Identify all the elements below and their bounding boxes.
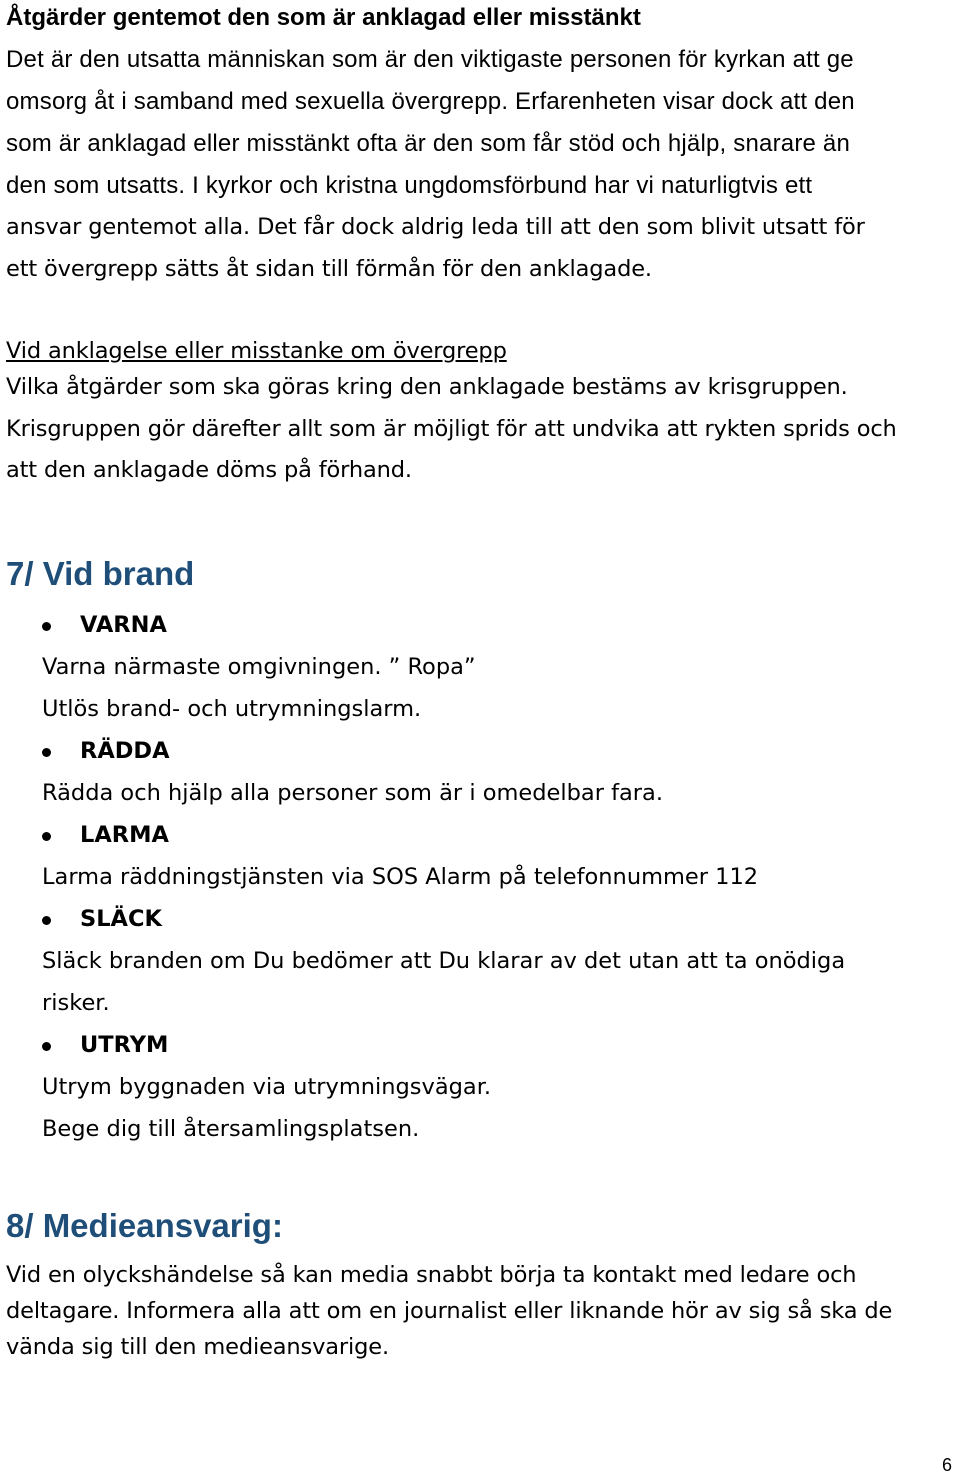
media-line: deltagare. Informera alla att om en journalist eller liknande hör av sig så ska de — [6, 1298, 893, 1324]
intro-line: den som utsatts. I kyrkor och kristna ungdomsförbund har vi naturligtvis ett — [6, 172, 813, 199]
media-heading: 8/ Medieansvarig: — [6, 1207, 283, 1244]
page-number: 6 — [941, 1455, 952, 1475]
accused-subheading: Vid anklagelse eller misstanke om övergrepp — [6, 338, 507, 364]
fire-item-title: UTRYM — [80, 1032, 169, 1058]
fire-item-line: Utlös brand- och utrymningslarm. — [42, 696, 422, 722]
fire-item-line: Varna närmaste omgivningen. ” Ropa” — [42, 654, 476, 680]
bullet-icon — [42, 916, 51, 925]
fire-item-line: Släck branden om Du bedömer att Du klarar av det utan att ta onödiga — [42, 948, 846, 974]
bullet-icon — [42, 832, 51, 841]
fire-item-title: SLÄCK — [80, 906, 162, 932]
bullet-icon — [42, 1042, 51, 1051]
fire-item-line: Rädda och hjälp alla personer som är i omedelbar fara. — [42, 780, 663, 806]
intro-line: omsorg åt i samband med sexuella övergrepp. Erfarenheten visar dock att den — [6, 88, 855, 115]
fire-item-line: Bege dig till återsamlingsplatsen. — [42, 1116, 420, 1142]
sub-line: Vilka åtgärder som ska göras kring den anklagade bestäms av krisgruppen. — [6, 374, 848, 400]
fire-item-line: Utrym byggnaden via utrymningsvägar. — [42, 1074, 492, 1100]
bullet-icon — [42, 748, 51, 757]
fire-item-line: Larma räddningstjänsten via SOS Alarm på telefonnummer 112 — [42, 864, 759, 890]
fire-item-title: VARNA — [80, 612, 167, 638]
fire-item-title: LARMA — [80, 822, 169, 848]
intro-line: Det är den utsatta människan som är den viktigaste personen för kyrkan att ge — [6, 46, 854, 73]
fire-item-line: risker. — [42, 990, 110, 1016]
media-line: Vid en olyckshändelse så kan media snabbt börja ta kontakt med ledare och — [6, 1262, 857, 1288]
body-line: ett övergrepp sätts åt sidan till förmån för den anklagade. — [6, 256, 652, 282]
sub-line: att den anklagade döms på förhand. — [6, 457, 412, 483]
body-line: ansvar gentemot alla. Det får dock aldrig leda till att den som blivit utsatt för — [6, 214, 865, 240]
bullet-icon — [42, 622, 51, 631]
media-line: vända sig till den medieansvarige. — [6, 1334, 389, 1360]
fire-heading: 7/ Vid brand — [6, 555, 195, 592]
accused-heading: Åtgärder gentemot den som är anklagad eller misstänkt — [6, 4, 641, 31]
fire-item-title: RÄDDA — [80, 738, 170, 764]
sub-line: Krisgruppen gör därefter allt som är möjligt för att undvika att rykten sprids och — [6, 416, 897, 442]
intro-line: som är anklagad eller misstänkt ofta är den som får stöd och hjälp, snarare än — [6, 130, 851, 157]
